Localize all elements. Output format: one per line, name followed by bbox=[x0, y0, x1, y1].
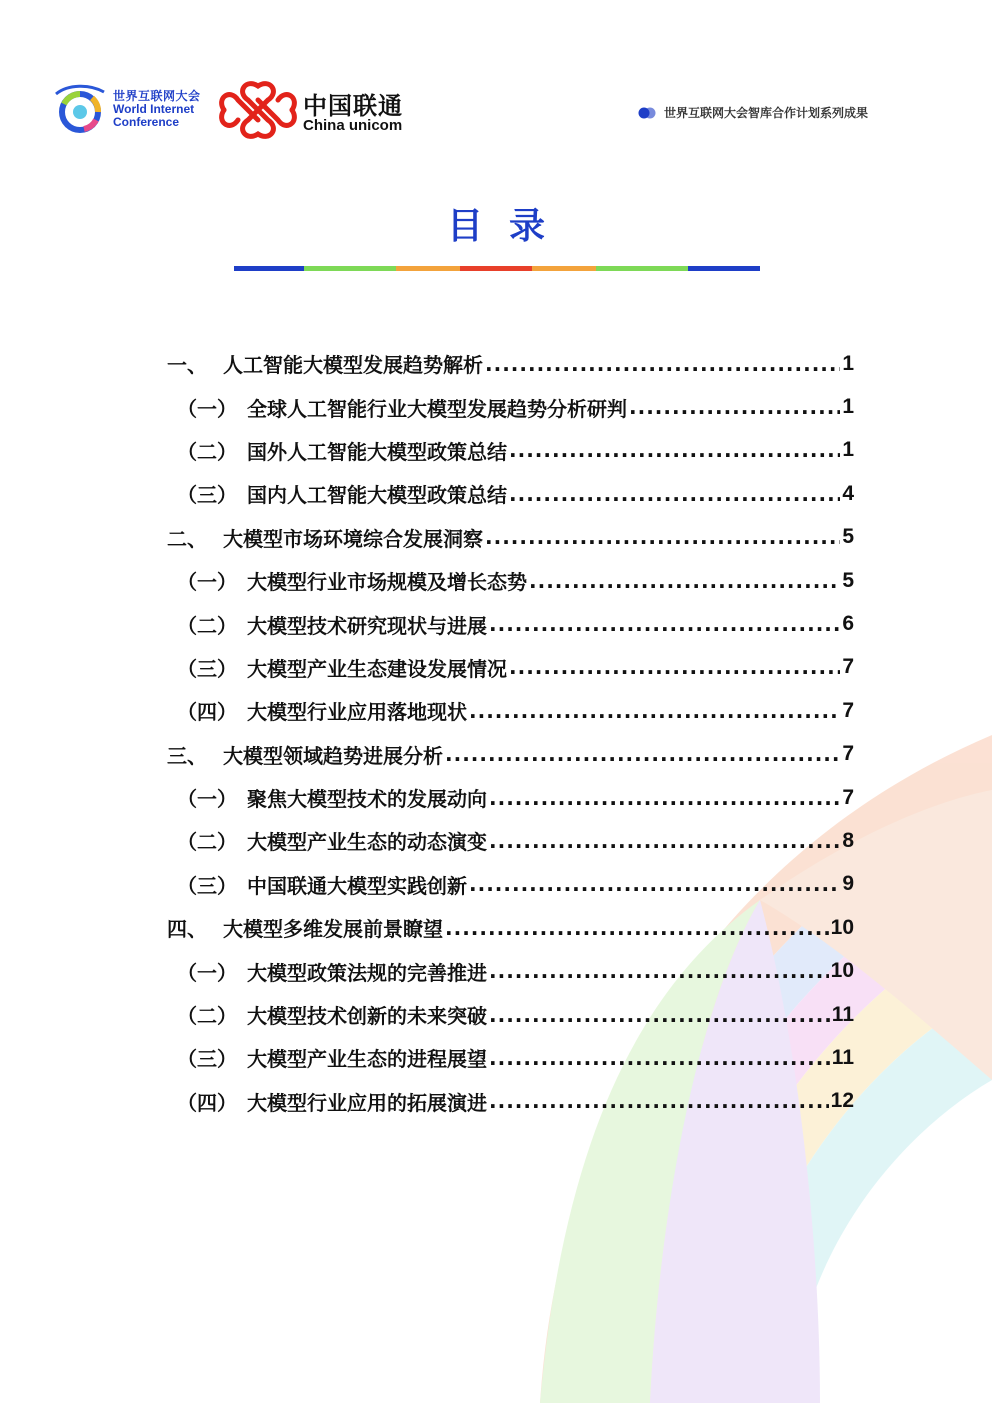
toc-entry-number: （二） bbox=[177, 613, 237, 638]
toc-entry[interactable] bbox=[167, 906, 854, 949]
toc-entry-page: 7 bbox=[842, 742, 854, 766]
toc-entry[interactable] bbox=[167, 559, 854, 602]
wic-name-en-line1: World Internet bbox=[113, 102, 195, 116]
toc-entry-number: （四） bbox=[177, 700, 237, 725]
toc-entry[interactable] bbox=[167, 602, 854, 645]
world-internet-conference-logo bbox=[52, 82, 108, 140]
toc-entry-page: 5 bbox=[842, 568, 854, 592]
toc-entry-page: 11 bbox=[831, 1045, 854, 1069]
series-text: 世界互联网大会智库合作计划系列成果 bbox=[664, 106, 869, 120]
toc-entry-title: 人工智能大模型发展趋势解析 bbox=[223, 353, 483, 378]
toc-entry-page: 8 bbox=[842, 828, 854, 852]
toc-entry[interactable] bbox=[167, 993, 854, 1036]
toc-entry[interactable] bbox=[167, 342, 854, 385]
toc-entry-number: （四） bbox=[177, 1090, 237, 1115]
toc-entry[interactable] bbox=[167, 385, 854, 428]
toc-leader-dots bbox=[469, 872, 840, 896]
toc-entry-number: 四、 bbox=[167, 917, 207, 942]
toc-entry[interactable] bbox=[167, 1036, 854, 1079]
toc-entry[interactable] bbox=[167, 689, 854, 732]
toc-entry-number: （三） bbox=[177, 483, 237, 508]
china-unicom-name-en: China unicom bbox=[303, 117, 403, 134]
toc-entry-title: 大模型行业应用落地现状 bbox=[247, 700, 467, 725]
toc-entry-page: 5 bbox=[842, 525, 854, 549]
color-bar-segment bbox=[460, 266, 532, 271]
toc-entry-title: 大模型技术创新的未来突破 bbox=[247, 1004, 487, 1029]
toc-entry-title: 全球人工智能行业大模型发展趋势分析研判 bbox=[247, 396, 627, 421]
toc-leader-dots bbox=[469, 699, 840, 723]
toc-entry-page: 12 bbox=[830, 1089, 854, 1113]
toc-leader-dots bbox=[489, 1046, 830, 1070]
toc-leader-dots bbox=[509, 482, 840, 506]
toc-entry-page: 9 bbox=[842, 872, 854, 896]
toc-entry-title: 国内人工智能大模型政策总结 bbox=[247, 483, 507, 508]
toc-leader-dots bbox=[489, 829, 840, 853]
toc-entry[interactable] bbox=[167, 516, 854, 559]
toc-entry-number: 二、 bbox=[167, 526, 207, 551]
toc-entry-page: 6 bbox=[842, 612, 854, 636]
toc-entry-page: 1 bbox=[842, 351, 854, 375]
toc-entry-title: 大模型技术研究现状与进展 bbox=[247, 613, 487, 638]
toc-entry-number: （二） bbox=[177, 830, 237, 855]
toc-leader-dots bbox=[485, 525, 840, 549]
toc-entry-number: （三） bbox=[177, 656, 237, 681]
toc-entry[interactable] bbox=[167, 863, 854, 906]
toc-entry-title: 聚焦大模型技术的发展动向 bbox=[247, 787, 487, 812]
toc-entry[interactable] bbox=[167, 429, 854, 472]
toc-entry[interactable] bbox=[167, 472, 854, 515]
title-color-bar bbox=[234, 266, 760, 271]
toc-entry-number: 一、 bbox=[167, 353, 207, 378]
toc-entry-title: 大模型行业市场规模及增长态势 bbox=[247, 570, 527, 595]
toc-entry-title: 大模型政策法规的完善推进 bbox=[247, 960, 487, 985]
toc-entry[interactable] bbox=[167, 646, 854, 689]
toc-leader-dots bbox=[529, 569, 840, 593]
toc-entry-number: （一） bbox=[177, 570, 237, 595]
toc-entry-number: （二） bbox=[177, 439, 237, 464]
toc-leader-dots bbox=[489, 959, 829, 983]
toc-entry-number: （三） bbox=[177, 873, 237, 898]
toc-entry-number: 三、 bbox=[167, 743, 207, 768]
toc-entry-title: 大模型产业生态的进程展望 bbox=[247, 1047, 487, 1072]
china-unicom-knot-logo bbox=[218, 80, 298, 140]
toc-entry-title: 大模型产业生态的动态演变 bbox=[247, 830, 487, 855]
toc-leader-dots bbox=[445, 916, 829, 940]
toc-leader-dots bbox=[629, 395, 840, 419]
toc-leader-dots bbox=[445, 742, 840, 766]
toc-entry[interactable] bbox=[167, 819, 854, 862]
toc-entry[interactable] bbox=[167, 1080, 854, 1123]
toc-leader-dots bbox=[509, 655, 840, 679]
toc-entry-title: 大模型市场环境综合发展洞察 bbox=[223, 526, 483, 551]
toc-entry-page: 4 bbox=[842, 481, 854, 505]
wic-name bbox=[113, 90, 201, 129]
toc-entry-page: 1 bbox=[842, 395, 854, 419]
toc-entry-number: （一） bbox=[177, 960, 237, 985]
toc-entry-title: 大模型领域趋势进展分析 bbox=[223, 743, 443, 768]
toc-entry-page: 10 bbox=[830, 915, 854, 939]
toc-title: 目录 bbox=[446, 206, 571, 247]
toc-entry-title: 大模型多维发展前景瞭望 bbox=[223, 917, 443, 942]
toc-entry-number: （三） bbox=[177, 1047, 237, 1072]
toc-entry-title: 大模型产业生态建设发展情况 bbox=[247, 656, 507, 681]
color-bar-segment bbox=[234, 266, 304, 271]
toc-entry-page: 10 bbox=[830, 959, 854, 983]
series-label bbox=[638, 104, 868, 121]
color-bar-segment bbox=[532, 266, 596, 271]
toc-entry-title: 中国联通大模型实践创新 bbox=[247, 873, 467, 898]
color-bar-segment bbox=[304, 266, 396, 271]
toc-entry-page: 7 bbox=[842, 655, 854, 679]
toc-entry[interactable] bbox=[167, 733, 854, 776]
toc-entry-page: 7 bbox=[842, 698, 854, 722]
table-of-contents bbox=[167, 342, 854, 1123]
color-bar-segment bbox=[596, 266, 688, 271]
toc-leader-dots bbox=[485, 352, 840, 376]
color-bar-segment bbox=[396, 266, 460, 271]
toc-entry-title: 大模型行业应用的拓展演进 bbox=[247, 1090, 487, 1115]
toc-leader-dots bbox=[509, 438, 840, 462]
toc-entry-number: （二） bbox=[177, 1004, 237, 1029]
toc-entry[interactable] bbox=[167, 949, 854, 992]
toc-leader-dots bbox=[489, 1089, 829, 1113]
toc-entry[interactable] bbox=[167, 776, 854, 819]
toc-leader-dots bbox=[489, 612, 840, 636]
toc-entry-number: （一） bbox=[177, 396, 237, 421]
color-bar-segment bbox=[688, 266, 760, 271]
toc-leader-dots bbox=[489, 1003, 830, 1027]
toc-entry-page: 1 bbox=[842, 438, 854, 462]
wic-name-en-line2: Conference bbox=[113, 115, 180, 129]
toc-entry-number: （一） bbox=[177, 787, 237, 812]
toc-entry-title: 国外人工智能大模型政策总结 bbox=[247, 439, 507, 464]
toc-entry-page: 11 bbox=[831, 1002, 854, 1026]
china-unicom-name-zh: 中国联通 bbox=[303, 92, 403, 120]
page-header bbox=[0, 0, 992, 160]
wic-name-zh: 世界互联网大会 bbox=[113, 89, 201, 103]
toc-leader-dots bbox=[489, 786, 840, 810]
series-dot-icon bbox=[638, 107, 656, 119]
toc-entry-page: 7 bbox=[842, 785, 854, 809]
